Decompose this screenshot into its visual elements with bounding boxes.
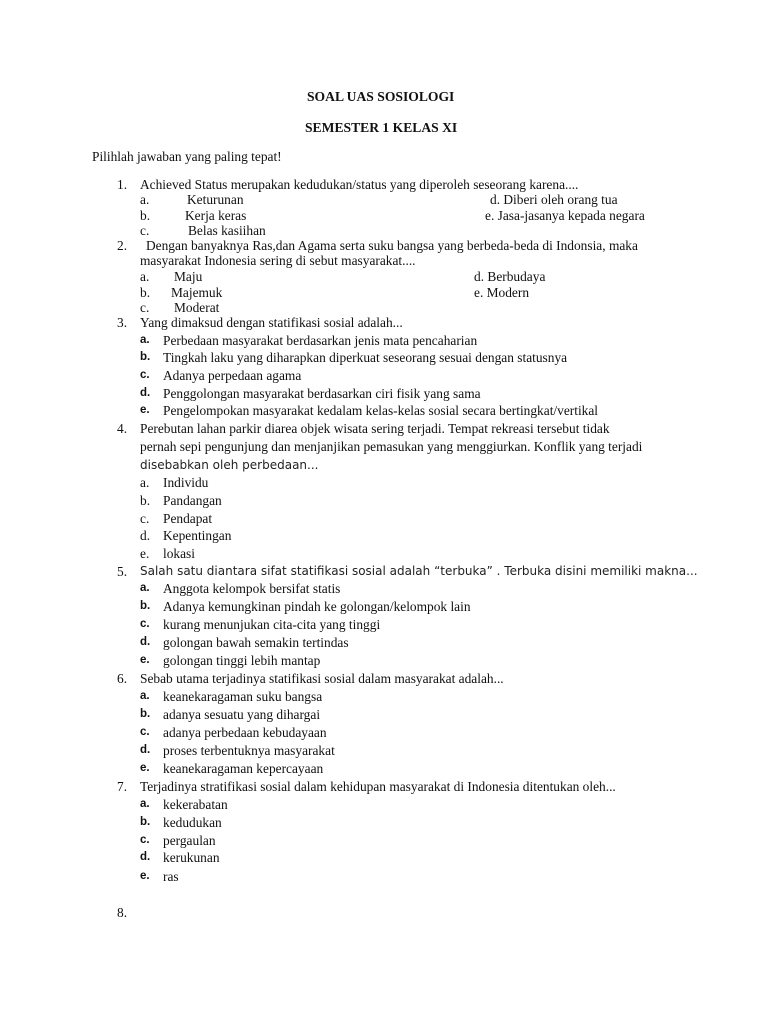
option-text: golongan tinggi lebih mantap [163,653,321,668]
option-text: lokasi [163,546,195,561]
question-number: 2. [117,238,128,253]
option-label: e. [140,654,150,666]
question-number: 8. [117,905,128,920]
option-text: Pandangan [163,493,222,508]
question-text: Salah satu diantara sifat statifikasi sosial adalah “terbuka” . Terbuka disini memiliki makna... [140,564,698,578]
option-text: adanya perbedaan kebudayaan [163,725,327,740]
option-label: d. [140,387,151,399]
option-text: Pendapat [163,511,213,526]
option-label: a. [140,798,150,810]
question-text: Sebab utama terjadinya statifikasi sosial dalam masyarakat adalah... [140,671,504,686]
page-title: SOAL UAS SOSIOLOGI [307,89,455,104]
option-text: Maju [174,269,203,284]
option-text: d. Diberi oleh orang tua [490,192,618,207]
option-text: Pengelompokan masyarakat kedalam kelas-kelas sosial secara bertingkat/vertikal [163,403,599,418]
option-label: c. [140,300,150,315]
option-text: Moderat [174,300,220,315]
option-text: keanekaragaman kepercayaan [163,761,324,776]
option-label: a. [140,192,150,207]
option-text: kedudukan [163,815,222,830]
option-text: Penggolongan masyarakat berdasarkan ciri fisik yang sama [163,386,481,401]
option-text: e. Jasa-jasanya kepada negara [485,208,645,223]
option-text: kurang menunjukan cita-cita yang tinggi [163,617,381,632]
question-number: 3. [117,315,128,330]
option-text: Tingkah laku yang diharapkan diperkuat seseorang sesuai dengan statusnya [163,350,568,365]
question-text: Terjadinya stratifikasi sosial dalam kehidupan masyarakat di Indonesia ditentukan oleh... [140,779,616,794]
option-label: a. [140,690,150,702]
option-text: Individu [163,475,209,490]
option-label: b. [140,351,151,363]
option-label: b. [140,208,151,223]
question-text: Yang dimaksud dengan statifikasi sosial adalah... [140,315,403,330]
option-label: d. [140,744,151,756]
option-label: b. [140,600,151,612]
option-label: d. [140,636,151,648]
instruction-text: Pilihlah jawaban yang paling tepat! [92,149,282,164]
option-text: Belas kasiihan [188,223,266,238]
option-label: c. [140,834,150,846]
option-text: ras [163,869,179,884]
option-label: a. [140,334,150,346]
option-label: a. [140,582,150,594]
option-text: Kerja keras [185,208,247,223]
option-text: Keturunan [187,192,244,207]
option-label: a. [140,475,150,490]
question-number: 7. [117,779,128,794]
option-label: a. [140,269,150,284]
option-text: Perbedaan masyarakat berdasarkan jenis mata pencaharian [163,333,478,348]
option-label: e. [140,870,150,882]
question-text: Achieved Status merupakan kedudukan/status yang diperoleh seseorang karena.... [140,177,579,192]
option-label: b. [140,285,151,300]
option-label: b. [140,493,151,508]
option-text: kekerabatan [163,797,228,812]
option-label: c. [140,369,150,381]
option-text: proses terbentuknya masyarakat [163,743,335,758]
option-text: golongan bawah semakin tertindas [163,635,349,650]
question-text-line2: pernah sepi pengunjung dan menjanjikan pemasukan yang menggiurkan. Konflik yang terjadi [140,439,643,454]
option-text: keanekaragaman suku bangsa [163,689,323,704]
question-number: 5. [117,564,128,579]
option-label: c. [140,511,150,526]
question-text-line3: disebabkan oleh perbedaan... [140,458,319,472]
question-text-line2: masyarakat Indonesia sering di sebut masyarakat.... [140,253,416,268]
option-text: e. Modern [474,285,530,300]
question-number: 1. [117,177,128,192]
option-label: e. [140,546,150,561]
option-label: b. [140,816,151,828]
option-label: b. [140,708,151,720]
option-text: Kepentingan [163,528,232,543]
option-text: Adanya perpedaan agama [163,368,302,383]
option-text: Anggota kelompok bersifat statis [163,581,341,596]
option-label: d. [140,851,151,863]
option-label: e. [140,404,150,416]
page-subtitle: SEMESTER 1 KELAS XI [305,120,458,135]
option-text: d. Berbudaya [474,269,546,284]
option-label: d. [140,528,151,543]
option-text: pergaulan [163,833,216,848]
option-label: e. [140,762,150,774]
option-label: c. [140,223,150,238]
option-text: adanya sesuatu yang dihargai [163,707,321,722]
option-text: Adanya kemungkinan pindah ke golongan/kelompok lain [163,599,471,614]
question-number: 6. [117,671,128,686]
option-text: kerukunan [163,850,220,865]
question-text: Perebutan lahan parkir diarea objek wisata sering terjadi. Tempat rekreasi tersebut tidak [140,421,610,436]
question-text: Dengan banyaknya Ras,dan Agama serta suku bangsa yang berbeda-beda di Indonsia, maka [146,238,638,253]
option-label: c. [140,726,150,738]
question-number: 4. [117,421,128,436]
option-label: c. [140,618,150,630]
option-text: Majemuk [171,285,223,300]
